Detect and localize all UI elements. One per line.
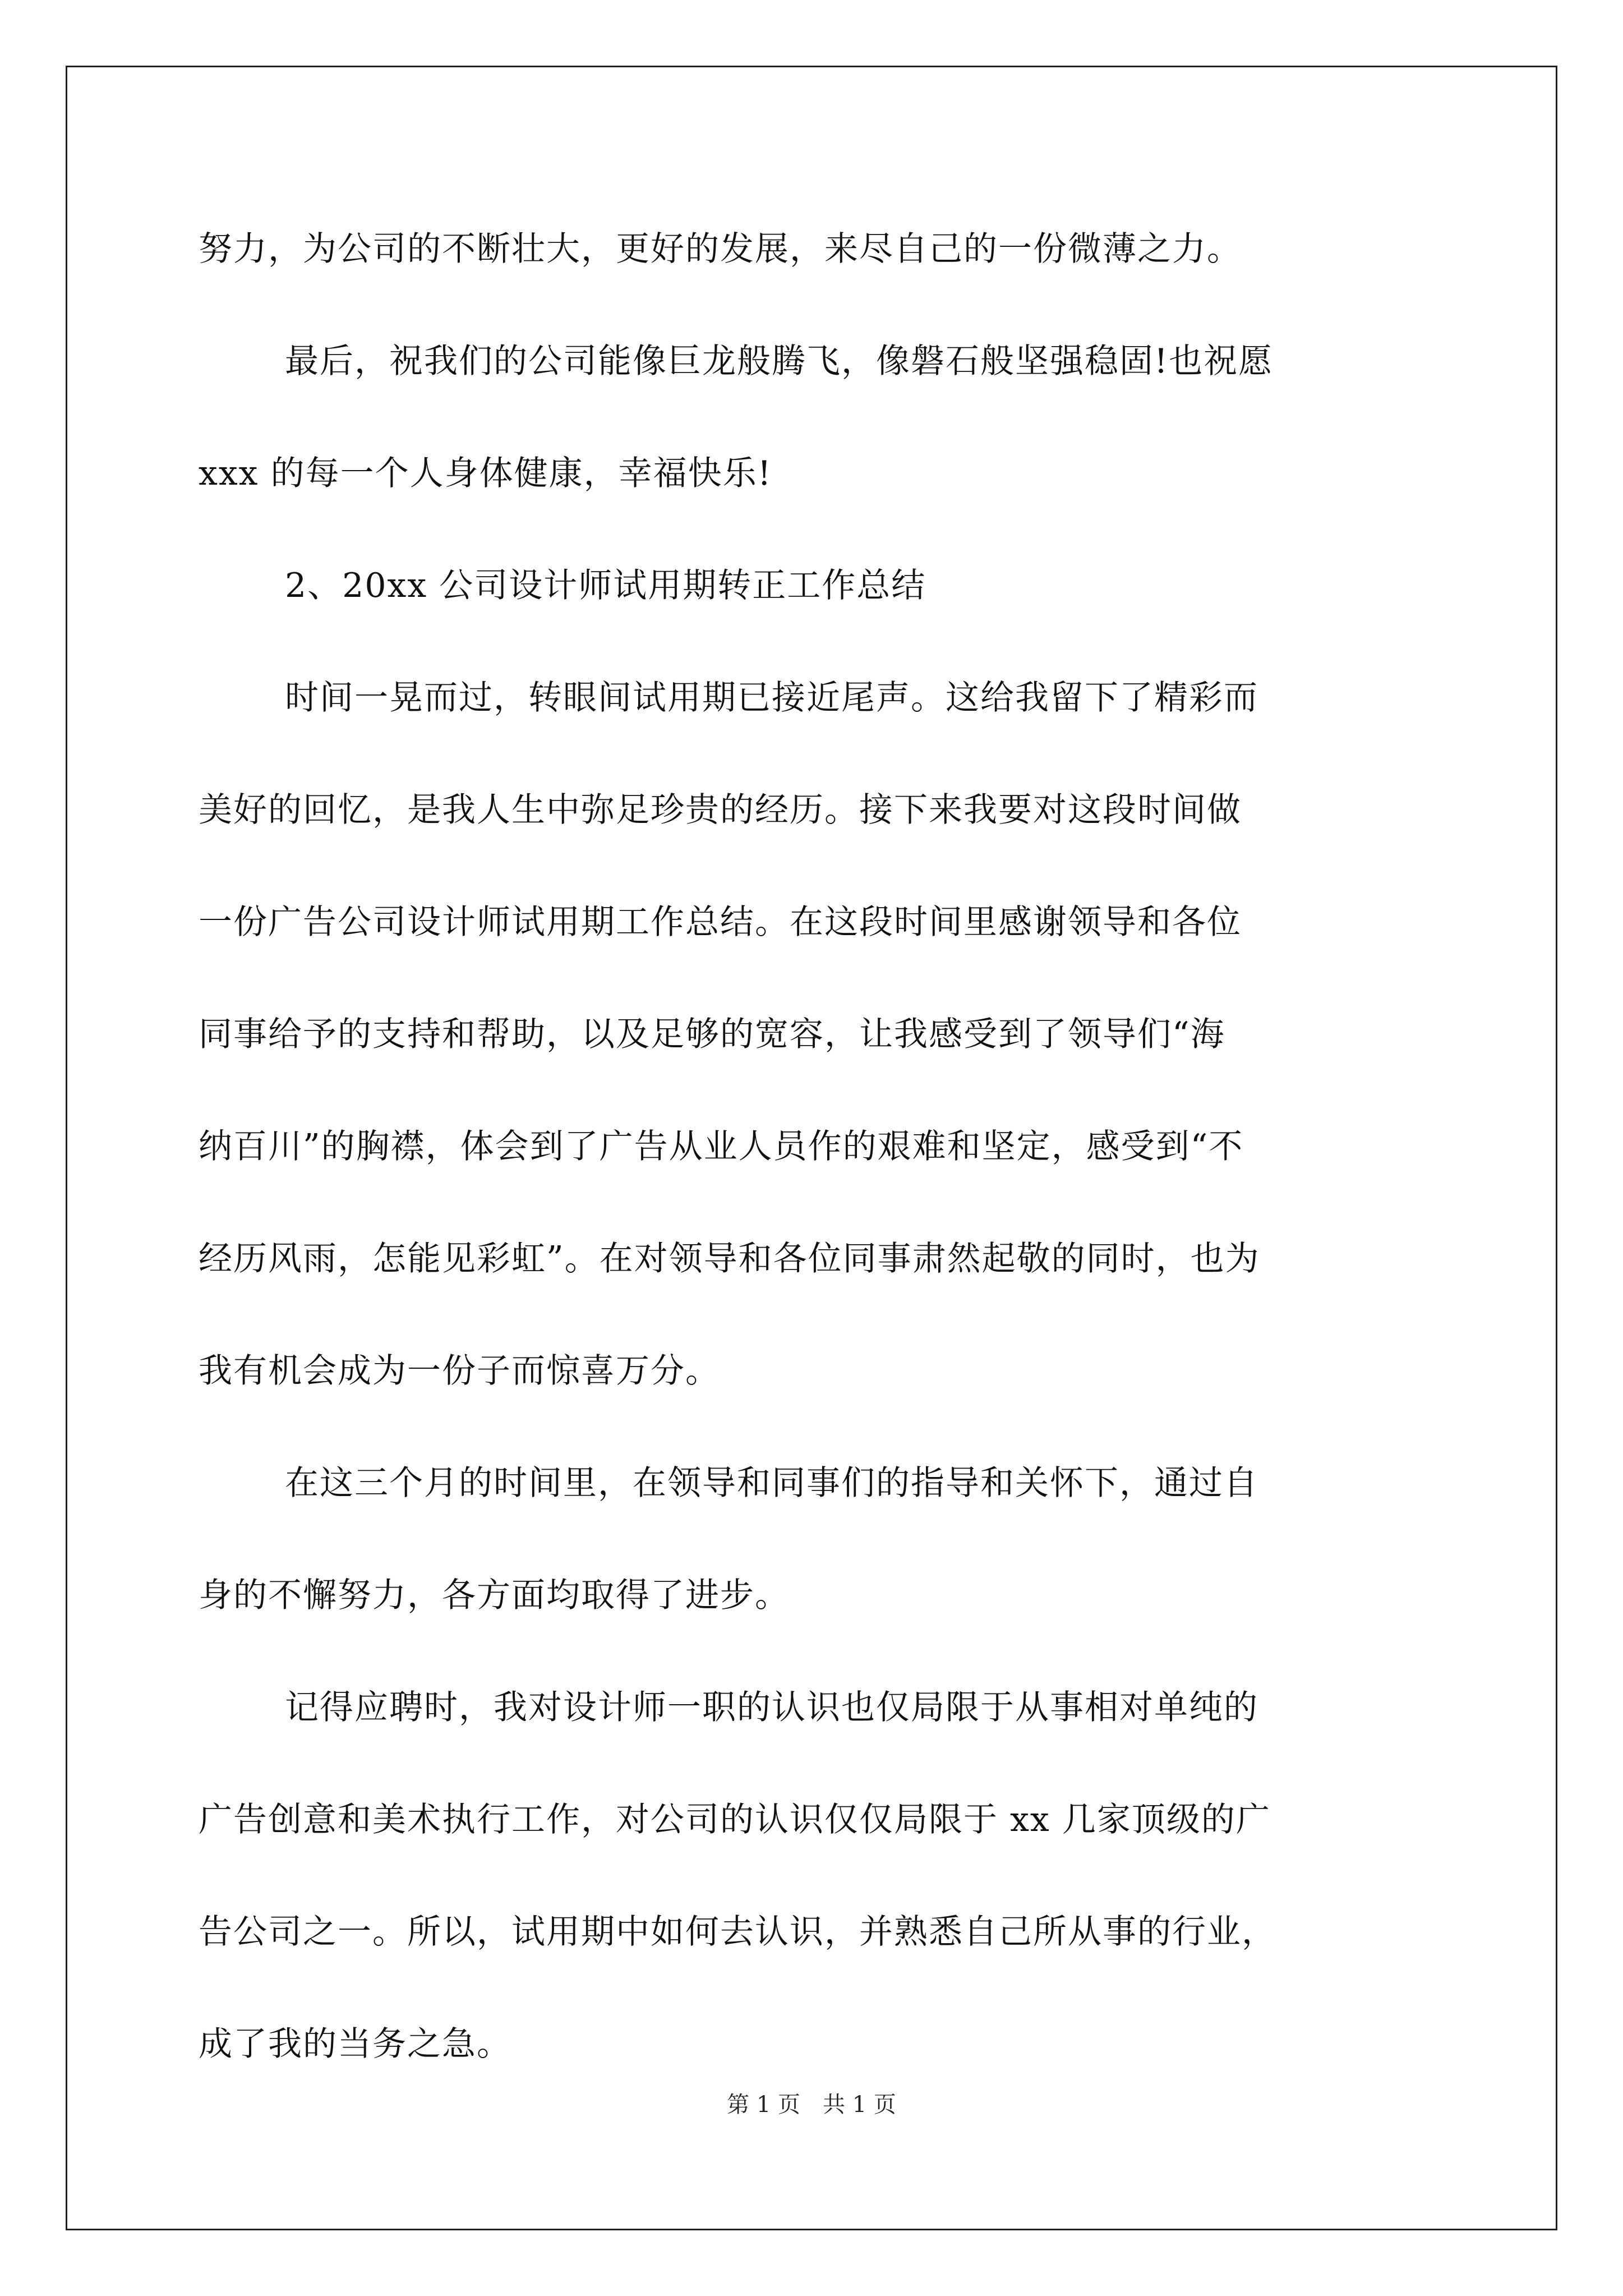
body-text-line: 纳百川”的胸襟，体会到了广告从业人员作的艰难和坚定，感受到“不 — [199, 1127, 1244, 1166]
body-text-line: 时间一晃而过，转眼间试用期已接近尾声。这给我留下了精彩而 — [285, 678, 1258, 717]
body-text-line: 记得应聘时，我对设计师一职的认识也仅局限于从事相对单纯的 — [285, 1688, 1258, 1727]
body-text-line: 努力，为公司的不断壮大，更好的发展，来尽自己的一份微薄之力。 — [199, 229, 1242, 269]
body-text-line: 经历风雨，怎能见彩虹”。在对领导和各位同事肃然起敬的同时，也为 — [199, 1239, 1260, 1278]
body-text-line: 我有机会成为一份子而惊喜万分。 — [199, 1351, 720, 1391]
body-text-line: 一份广告公司设计师试用期工作总结。在这段时间里感谢领导和各位 — [199, 903, 1242, 942]
body-text-line: 同事给予的支持和帮助，以及足够的宽容，让我感受到了领导们“海 — [199, 1015, 1225, 1054]
body-text-line: 美好的回忆，是我人生中弥足珍贵的经历。接下来我要对这段时间做 — [199, 790, 1242, 830]
body-text-line: 身的不懈努力，各方面均取得了进步。 — [199, 1576, 790, 1615]
body-text-line: 成了我的当务之急。 — [199, 2024, 511, 2064]
body-text-line: 在这三个月的时间里，在领导和同事们的指导和关怀下，通过自 — [285, 1464, 1258, 1503]
section-heading: 2、20xx 公司设计师试用期转正工作总结 — [285, 566, 926, 605]
body-text-line: 告公司之一。所以，试用期中如何去认识，并熟悉自己所从事的行业， — [199, 1912, 1276, 1952]
body-text-line: 最后，祝我们的公司能像巨龙般腾飞，像磐石般坚强稳固!也祝愿 — [285, 342, 1274, 381]
body-text-line: xxx 的每一个人身体健康，幸福快乐! — [199, 454, 772, 493]
body-text-line: 广告创意和美术执行工作，对公司的认识仅仅局限于 xx 几家顶级的广 — [199, 1800, 1271, 1839]
page-footer: 第 1 页 共 1 页 — [727, 2092, 896, 2118]
